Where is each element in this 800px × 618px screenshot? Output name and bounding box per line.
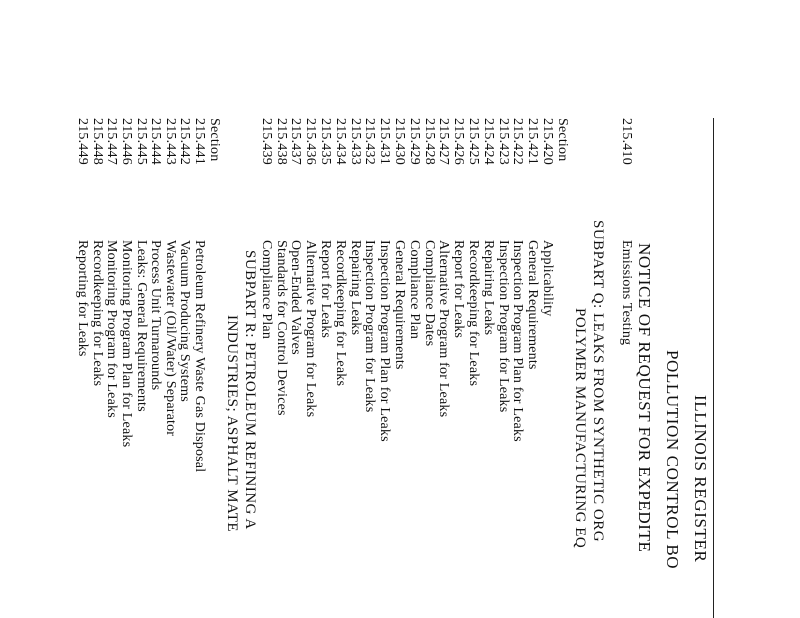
section-title: Alternative Program for Leaks [436,240,452,418]
section-number: 215.447 [104,118,120,165]
subpart-r-heading: SUBPART R: PETROLEUM REFINING A [242,250,258,530]
section-title: Recordkeeping for Leaks [89,240,105,387]
section-title: Recordkeeping for Leaks [466,240,481,387]
emissions-section-number: 215.410 [619,118,634,165]
header-rule [713,118,714,618]
section-number: 215.444 [148,118,164,165]
subpart-q-section-label: Section [555,118,570,162]
section-number: 215.437 [288,118,304,165]
section-title: Inspection Program for Leaks [362,240,378,413]
section-title: Monitoring Program Plan for Leaks [119,240,134,448]
section-title: Process Unit Turnarounds [148,240,164,391]
section-number: 215.445 [133,118,149,165]
section-number: 215.431 [377,118,393,165]
section-title: General Requirements [392,240,407,370]
section-title: Compliance Plan [406,240,422,340]
section-number: 215.434 [332,118,348,165]
section-title: Inspection Program for Leaks [495,240,511,413]
subpart-r-subheading: INDUSTRIES; ASPHALT MATE [224,315,240,533]
section-number: 215.425 [466,118,481,165]
subpart-q-subheading: POLYMER MANUFACTURING EQ [572,308,588,549]
section-number: 215.435 [318,118,333,165]
board-title: POLLUTION CONTROL BO [663,350,682,570]
section-number: 215.429 [406,118,422,165]
subpart-q-heading: SUBPART Q: LEAKS FROM SYNTHETIC ORG [590,220,606,543]
section-number: 215.430 [392,118,407,165]
section-title: Alternative Program for Leaks [303,240,319,418]
section-title: Report for Leaks [318,240,333,339]
section-number: 215.443 [162,118,178,165]
section-number: 215.438 [273,118,289,165]
section-number: 215.423 [495,118,511,165]
section-title: Applicability [540,240,555,317]
section-title: Compliance Dates [421,240,437,347]
section-title: Inspection Program Plan for Leaks [377,240,393,442]
section-title: Reporting for Leaks [75,240,91,357]
section-number: 215.439 [258,118,274,165]
section-title: Recordkeeping for Leaks [332,240,348,387]
section-title: Petroleum Refinery Waste Gas Disposal [192,240,207,473]
section-number: 215.428 [421,118,437,165]
section-title: Compliance Plan [258,240,274,340]
section-title: Repairing Leaks [480,240,496,336]
section-number: 215.432 [362,118,378,165]
section-number: 215.433 [347,118,363,165]
section-number: 215.424 [480,118,496,165]
section-title: Inspection Program Plan for Leaks [510,240,526,442]
section-title: Standards for Control Devices [273,240,289,416]
section-title: Monitoring Program for Leaks [104,240,120,418]
section-number: 215.448 [89,118,105,165]
section-number: 215.441 [192,118,207,165]
notice-title: NOTICE OF REQUEST FOR EXPEDITE [635,243,654,553]
section-title: General Requirements [525,240,541,370]
section-title: Open-Ended Valves [288,240,304,355]
register-title: ILLINOIS REGISTER [691,395,710,563]
section-title: Wastewater (Oil/Water) Separator [162,240,178,437]
section-title: Leaks: General Requirements [133,240,149,412]
section-title: Vacuum Producing Systems [177,240,193,402]
section-number: 215.442 [177,118,193,165]
subpart-r-section-label: Section [207,118,222,162]
section-number: 215.446 [119,118,134,165]
emissions-section-title: Emissions Testing [619,240,634,346]
section-title: Report for Leaks [451,240,467,339]
section-number: 215.420 [540,118,555,165]
section-number: 215.427 [436,118,452,165]
section-number: 215.421 [525,118,541,165]
section-title: Repairing Leaks [347,240,363,336]
section-number: 215.426 [451,118,467,165]
section-number: 215.422 [510,118,526,165]
section-number: 215.449 [75,118,91,165]
section-number: 215.436 [303,118,319,165]
